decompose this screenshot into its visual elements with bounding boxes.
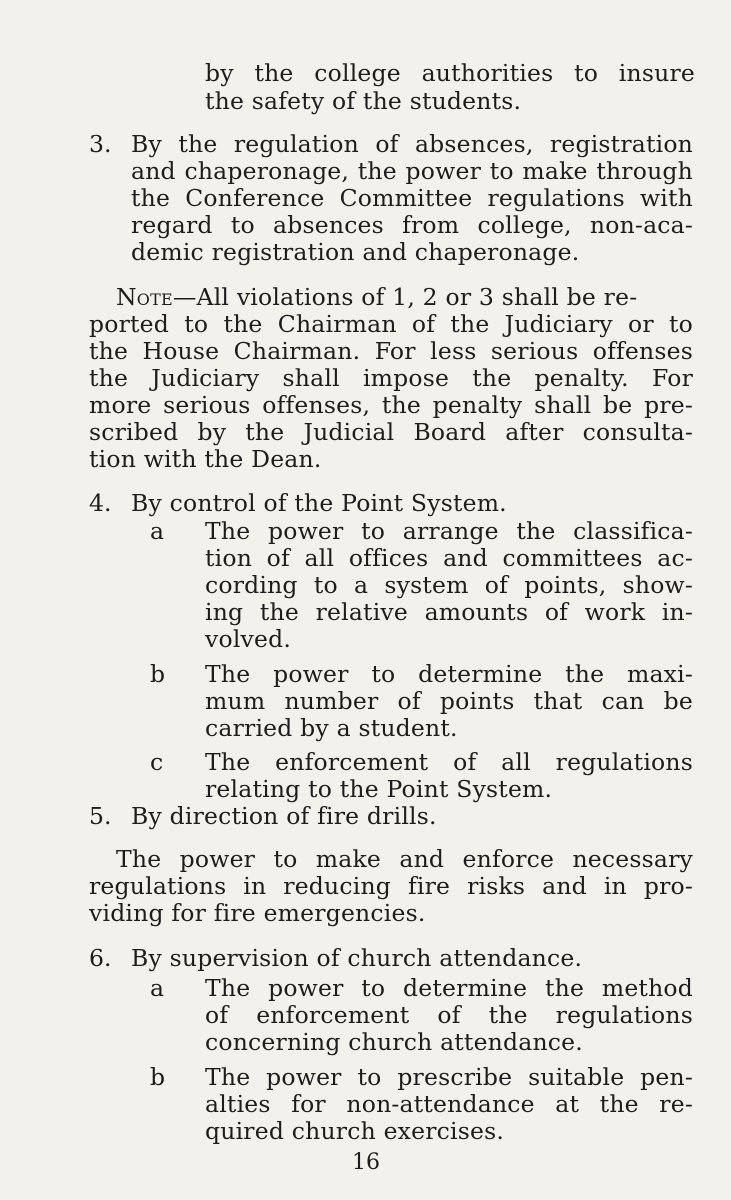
sub-letter: b — [150, 660, 166, 688]
text-line: the House Chairman. For less serious offenses — [89, 337, 693, 365]
item-number: 3. — [89, 130, 112, 158]
text-line: carried by a student. — [205, 714, 458, 742]
text-line: quired church exercises. — [205, 1117, 505, 1145]
item-number: 4. — [89, 489, 112, 517]
text-line: The enforcement of all regulations — [205, 748, 693, 776]
text-line: The power to make and enforce necessary — [116, 845, 693, 873]
sub-letter: c — [150, 748, 164, 776]
text-line: demic registration and chaperonage. — [131, 238, 580, 266]
text-line: the Conference Committee regulations with — [131, 184, 693, 212]
text-line: tion with the Dean. — [89, 445, 322, 473]
text-line: and chaperonage, the power to make through — [131, 157, 693, 185]
text-line: The power to determine the method — [205, 974, 693, 1002]
text-line: By the regulation of absences, registration — [131, 130, 693, 158]
sub-letter: b — [150, 1063, 166, 1091]
text-line: The power to prescribe suitable pen- — [205, 1063, 693, 1091]
item-heading: By direction of fire drills. — [131, 802, 437, 830]
text-line: ing the relative amounts of work in- — [205, 598, 693, 626]
text-line: viding for fire emergencies. — [89, 899, 426, 927]
note-label: Note — [116, 283, 173, 311]
text-line: regard to absences from college, non-aca- — [131, 211, 693, 239]
sub-letter: a — [150, 974, 165, 1002]
text-line: scribed by the Judicial Board after consulta- — [89, 418, 693, 446]
text-line: cording to a system of points, show- — [205, 571, 693, 599]
item-heading: By supervision of church attendance. — [131, 944, 583, 972]
text-line: regulations in reducing fire risks and in pro- — [89, 872, 693, 900]
text-line: The power to determine the maxi- — [205, 660, 693, 688]
page-number: 16 — [352, 1150, 380, 1175]
text-line: the safety of the students. — [205, 87, 522, 115]
sub-letter: a — [150, 517, 165, 545]
text-line: The power to arrange the classifica- — [205, 517, 693, 545]
text-line: the Judiciary shall impose the penalty. For — [89, 364, 693, 392]
text-line: concerning church attendance. — [205, 1028, 583, 1056]
text-line: alties for non-attendance at the re- — [205, 1090, 693, 1118]
text-line: volved. — [205, 625, 292, 653]
text-line: by the college authorities to insure — [205, 59, 695, 87]
item-number: 5. — [89, 802, 112, 830]
note-first-line: Note—All violations of 1, 2 or 3 shall be re- — [116, 283, 638, 311]
text-line: more serious offenses, the penalty shall be pre- — [89, 391, 693, 419]
text-line: mum number of points that can be — [205, 687, 693, 715]
text-line: tion of all offices and committees ac- — [205, 544, 693, 572]
item-heading: By control of the Point System. — [131, 489, 507, 517]
text-line: of enforcement of the regulations — [205, 1001, 693, 1029]
text-line: ported to the Chairman of the Judiciary or to — [89, 310, 693, 338]
text-line: relating to the Point System. — [205, 775, 553, 803]
item-number: 6. — [89, 944, 112, 972]
